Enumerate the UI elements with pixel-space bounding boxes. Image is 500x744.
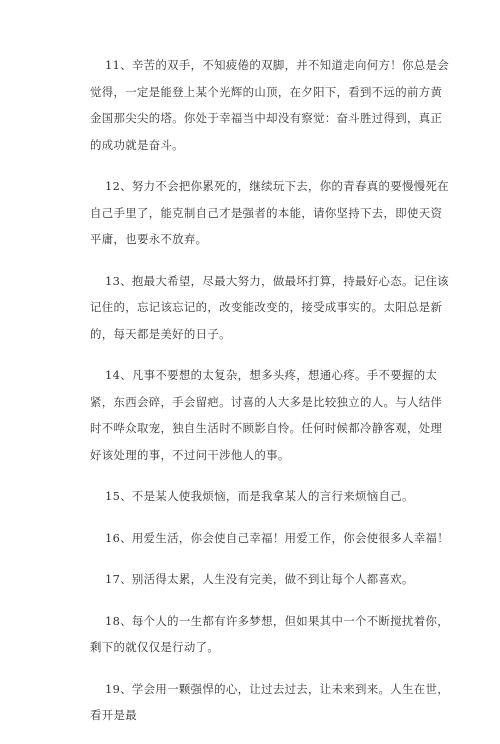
paragraph-12: 12、努力不会把你累死的，继续玩下去，你的青春真的要慢慢死在自己手里了，能克制自己才是强者的本能，请你坚持下去，即使天资平庸，也要永不放弃。 [90,179,449,246]
paragraph-14: 14、凡事不要想的太复杂，想多头疼，想通心疼。手不要握的太紧，东西会碎，手会留疤。讨喜的人大多是比较独立的人。与人结伴时不哗众取宠，独自生活时不顾影自怜。任何时候都冷静客观，处理好该处理的事，不过问干涉他人的事。 [90,368,443,462]
paragraph-13: 13、抱最大希望，尽最大努力，做最坏打算，持最好心态。记住该记住的，忘记该忘记的，改变能改变的，接受成事实的。太阳总是新的，每天都是美好的日子。 [90,273,449,341]
paragraph-16: 16、用爱生活，你会使自己幸福！用爱工作，你会使很多人幸福！ [105,530,449,545]
paragraph-18: 18、每个人的一生都有许多梦想，但如果其中一个不断搅扰着你，剩下的就仅仅是行动了。 [90,613,449,654]
paragraph-11: 11、辛苦的双手，不知疲倦的双脚，并不知道走向何方！你总是会觉得，一定是能登上某个光辉的山顶，在夕阳下，看到不远的前方黄金国那尖尖的塔。你处于幸福当中却没有察觉：奋斗胜过得到，真正的成功就是奋斗。 [90,58,449,152]
article-body [90,52,450,744]
paragraph-15: 15、不是某人使我烦恼，而是我拿某人的言行来烦恼自己。 [105,489,414,503]
paragraph-19: 19、学会用一颗强悍的心，让过去过去，让未来到来。人生在世，看开是最 [90,681,449,722]
paragraph-17: 17、别活得太累，人生没有完美，做不到让每个人都喜欢。 [105,572,414,586]
